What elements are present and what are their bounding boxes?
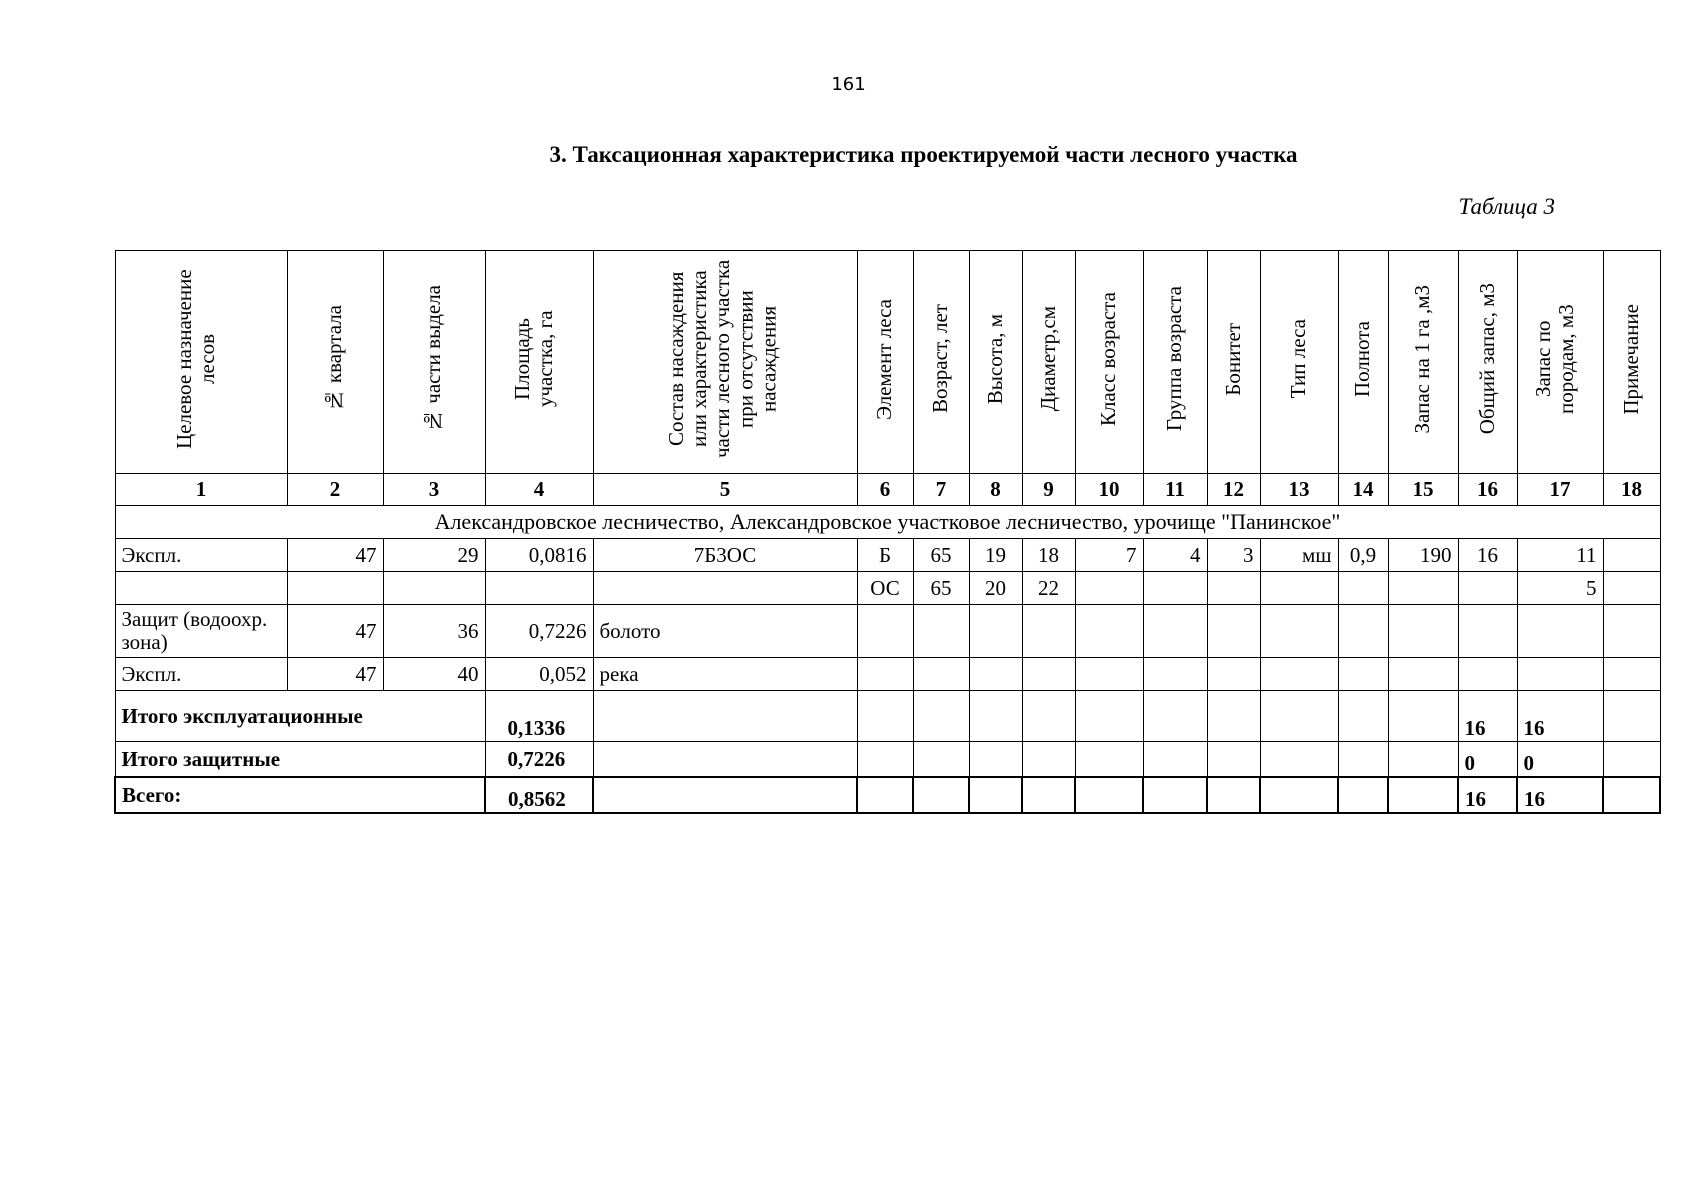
table-cell: 0,7226 [485, 605, 593, 658]
table-cell: 0,052 [485, 658, 593, 691]
totals-total-stock: 0 [1458, 742, 1517, 778]
column-number: 12 [1207, 474, 1260, 506]
header-cell: Тип леса [1286, 319, 1311, 399]
header-cell: Класс возраста [1096, 291, 1121, 427]
totals-row [115, 742, 1660, 778]
column-number-row [115, 474, 1660, 506]
header-cell: Площадь участка, га [510, 310, 558, 408]
table-cell [913, 605, 969, 658]
table-cell [1207, 658, 1260, 691]
table-cell [593, 572, 857, 605]
table-cell [913, 658, 969, 691]
table-cell [1388, 605, 1458, 658]
table-cell [1075, 572, 1143, 605]
table-cell [1388, 572, 1458, 605]
column-number: 14 [1338, 474, 1388, 506]
table-cell [1143, 572, 1207, 605]
table-cell [1603, 539, 1660, 572]
totals-total-stock: 16 [1458, 691, 1517, 742]
table-cell [1458, 658, 1517, 691]
table-cell [1207, 572, 1260, 605]
table-cell: 47 [287, 539, 383, 572]
header-row [115, 251, 1660, 474]
column-number: 8 [969, 474, 1022, 506]
table-cell [969, 658, 1022, 691]
header-cell: № квартала [322, 305, 347, 413]
table-cell [1458, 605, 1517, 658]
page-number: 161 [831, 74, 866, 95]
table-cell [1603, 658, 1660, 691]
table-cell: 0,9 [1338, 539, 1388, 572]
table-cell [485, 572, 593, 605]
header-cell: Группа возраста [1162, 286, 1187, 432]
table-cell [287, 572, 383, 605]
table-cell [1260, 658, 1338, 691]
page-title: 3. Таксационная характеристика проектируемой части лесного участка [549, 142, 1298, 167]
table-cell [1260, 572, 1338, 605]
table-cell [1260, 605, 1338, 658]
totals-stock-by-species: 16 [1517, 777, 1603, 813]
header-cell: Элемент леса [872, 298, 897, 420]
table-cell [1338, 605, 1388, 658]
column-number: 10 [1075, 474, 1143, 506]
table-cell: 18 [1022, 539, 1075, 572]
column-number: 15 [1388, 474, 1458, 506]
table-cell [857, 658, 913, 691]
column-number: 4 [485, 474, 593, 506]
column-number: 13 [1260, 474, 1338, 506]
totals-area: 0,7226 [485, 742, 593, 778]
table-cell [1143, 658, 1207, 691]
table-cell [1603, 572, 1660, 605]
table-cell: 4 [1143, 539, 1207, 572]
table-cell: 36 [383, 605, 485, 658]
table-cell: ОС [857, 572, 913, 605]
table-cell [1022, 605, 1075, 658]
table-cell: болото [593, 605, 857, 658]
table-row [115, 539, 1660, 572]
table-cell: река [593, 658, 857, 691]
table-cell: 5 [1517, 572, 1603, 605]
table-cell [1388, 658, 1458, 691]
table-cell: 16 [1458, 539, 1517, 572]
table-cell: 65 [913, 572, 969, 605]
column-number: 9 [1022, 474, 1075, 506]
header-cell: Запас на 1 га ,м3 [1410, 284, 1435, 434]
totals-label: Итого защитные [115, 742, 485, 778]
table-cell [1022, 658, 1075, 691]
header-cell: Возраст, лет [928, 304, 953, 414]
header-cell: Целевое назначение лесов [172, 269, 220, 449]
totals-label: Всего: [115, 777, 485, 813]
table-cell: 47 [287, 658, 383, 691]
table-cell: 40 [383, 658, 485, 691]
table-cell [1207, 605, 1260, 658]
table-cell: 47 [287, 605, 383, 658]
column-number: 17 [1517, 474, 1603, 506]
table-cell [1458, 572, 1517, 605]
header-cell: Состав насаждения или характеристика части лесного участка при отсутствии насаждения [664, 259, 781, 459]
section-row [115, 506, 1660, 539]
table-cell [1517, 658, 1603, 691]
table-cell: мш [1260, 539, 1338, 572]
table-cell [1603, 605, 1660, 658]
header-cell: № части выдела [421, 285, 446, 433]
totals-row [115, 691, 1660, 742]
header-cell: Полнота [1350, 320, 1375, 398]
table-label: Таблица 3 [1458, 194, 1555, 219]
taxation-table [114, 250, 1661, 814]
table-cell: 22 [1022, 572, 1075, 605]
table-cell [115, 572, 287, 605]
table-cell: 65 [913, 539, 969, 572]
table-cell: 7 [1075, 539, 1143, 572]
header-cell: Запас по породам, м3 [1531, 304, 1579, 414]
header-cell: Диаметр,см [1035, 306, 1060, 412]
table-cell: 7Б3ОС [593, 539, 857, 572]
table-cell: 3 [1207, 539, 1260, 572]
table-cell [1143, 605, 1207, 658]
column-number: 7 [913, 474, 969, 506]
table-cell: 0,0816 [485, 539, 593, 572]
table-cell: 190 [1388, 539, 1458, 572]
header-cell: Примечание [1618, 303, 1643, 415]
column-number: 5 [593, 474, 857, 506]
header-cell: Высота, м [982, 313, 1007, 405]
section-title: Александровское лесничество, Александровское участковое лесничество, урочище "Панинское" [115, 506, 1660, 539]
totals-stock-by-species: 0 [1517, 742, 1603, 778]
table-cell: Экспл. [115, 539, 287, 572]
totals-area: 0,8562 [485, 777, 593, 813]
table-cell: Экспл. [115, 658, 287, 691]
totals-total-stock: 16 [1458, 777, 1517, 813]
totals-stock-by-species: 16 [1517, 691, 1603, 742]
table-cell [1517, 605, 1603, 658]
header-cell: Общий запас, м3 [1474, 283, 1499, 435]
column-number: 18 [1603, 474, 1660, 506]
column-number: 11 [1143, 474, 1207, 506]
table-cell [857, 605, 913, 658]
column-number: 1 [115, 474, 287, 506]
header-cell: Бонитет [1220, 322, 1245, 396]
table-cell [1338, 658, 1388, 691]
table-cell [1075, 605, 1143, 658]
table-cell [1075, 658, 1143, 691]
column-number: 2 [287, 474, 383, 506]
table-cell: 20 [969, 572, 1022, 605]
table-cell [969, 605, 1022, 658]
column-number: 16 [1458, 474, 1517, 506]
table-cell: 19 [969, 539, 1022, 572]
table-row [115, 658, 1660, 691]
column-number: 6 [857, 474, 913, 506]
table-cell: 29 [383, 539, 485, 572]
table-cell: Защит (водоохр. зона) [115, 605, 287, 658]
totals-label: Итого эксплуатационные [115, 691, 485, 742]
table-row [115, 605, 1660, 658]
totals-area: 0,1336 [485, 691, 593, 742]
column-number: 3 [383, 474, 485, 506]
table-cell [383, 572, 485, 605]
totals-row [115, 777, 1660, 813]
table-cell: 11 [1517, 539, 1603, 572]
table-cell: Б [857, 539, 913, 572]
table-row [115, 572, 1660, 605]
table-cell [1338, 572, 1388, 605]
